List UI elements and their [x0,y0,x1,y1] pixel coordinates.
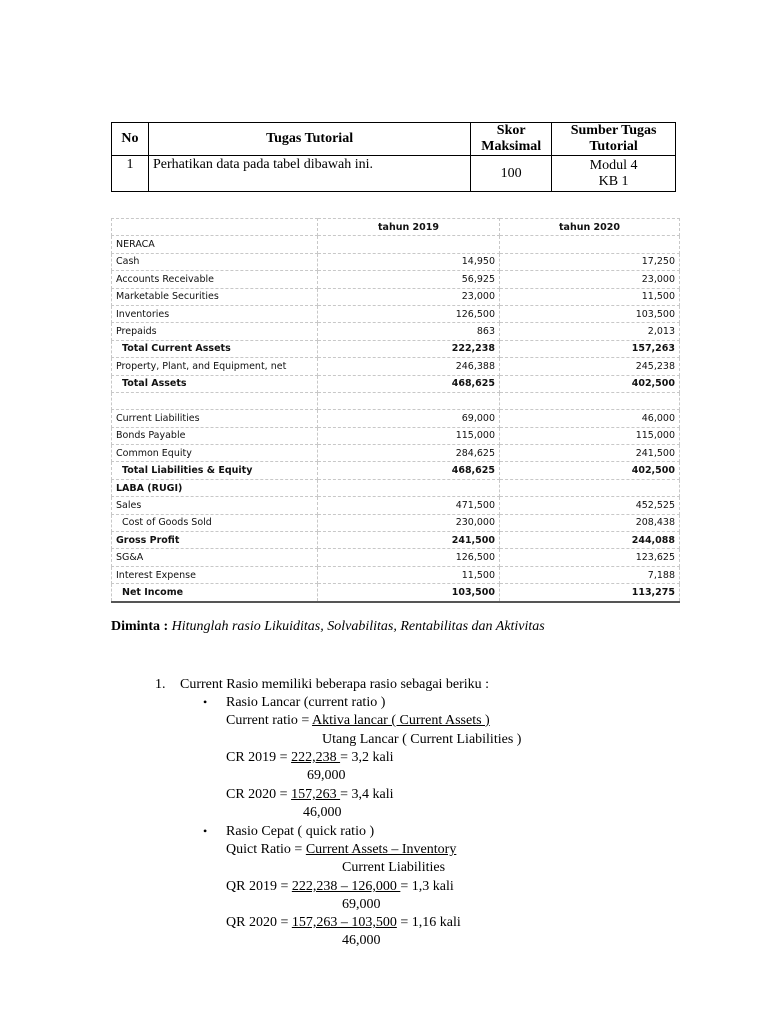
diminta-label: Diminta : [111,619,169,634]
row-tugas: Perhatikan data pada tabel dibawah ini. [148,156,470,192]
row-label: Prepaids [112,323,318,340]
lancar-formula [226,712,490,729]
row-label: Cash [112,253,318,270]
row-value-2019: 11,500 [318,566,500,583]
row-label [112,392,318,409]
table-row [112,584,680,602]
bullet-icon: • [203,824,208,838]
lancar-formula-numerator: Aktiva lancar ( Current Assets ) [312,713,490,728]
table-row [112,462,680,479]
row-value-2019: 69,000 [318,410,500,427]
row-value-2020: 157,263 [500,340,680,357]
row-value-2020: 23,000 [500,271,680,288]
lancar-formula-denominator: Utang Lancar ( Current Liabilities ) [322,732,522,747]
row-value-2019: 230,000 [318,514,500,531]
row-label: Current Liabilities [112,410,318,427]
row-value-2020: 452,525 [500,497,680,514]
header-tugas: Tugas Tutorial [148,123,470,156]
qr2019-result: = 1,3 kali [400,879,454,894]
table-row [112,566,680,583]
row-label: Total Assets [112,375,318,392]
task-table-row [112,156,676,192]
row-label: Cost of Goods Sold [112,514,318,531]
row-value-2020 [500,236,680,253]
row-label: NERACA [112,236,318,253]
row-label: Bonds Payable [112,427,318,444]
row-value-2020: 2,013 [500,323,680,340]
cepat-title: Rasio Cepat ( quick ratio ) [226,824,375,839]
row-value-2020 [500,392,680,409]
header-2019: tahun 2019 [318,219,500,236]
cr2020-prefix: CR 2020 = [226,787,292,802]
diminta-text: Hitunglah rasio Likuiditas, Solvabilitas, Rentabilitas dan Aktivitas [171,619,545,634]
row-value-2019: 241,500 [318,532,500,549]
row-value-2020: 103,500 [500,305,680,322]
table-row [112,271,680,288]
table-row [112,392,680,409]
row-value-2020: 402,500 [500,375,680,392]
qr2019-prefix: QR 2019 = [226,879,292,894]
table-row [112,497,680,514]
row-label: SG&A [112,549,318,566]
cr2020-numerator: 157,263 [291,787,341,802]
row-skor: 100 [471,156,552,192]
diminta-line [111,619,545,635]
row-value-2020: 7,188 [500,566,680,583]
cr2019-denominator: 69,000 [307,768,346,783]
row-value-2019: 468,625 [318,375,500,392]
cepat-formula-prefix: Quict Ratio = [226,842,306,857]
row-value-2020: 402,500 [500,462,680,479]
financial-table-header [112,219,680,236]
cr2019-numerator: 222,238 [291,750,341,765]
qr2020-result: = 1,16 kali [396,915,461,930]
item-number: 1. [155,677,166,692]
row-label: LABA (RUGI) [112,479,318,496]
qr2019-numerator: 222,238 – 126,000 [291,879,401,894]
row-label: Accounts Receivable [112,271,318,288]
table-row [112,549,680,566]
header-skor: Skor Maksimal [471,123,552,156]
row-value-2020: 11,500 [500,288,680,305]
header-no: No [112,123,149,156]
row-value-2019 [318,479,500,496]
row-label: Total Current Assets [112,340,318,357]
row-value-2019: 14,950 [318,253,500,270]
cr2019-line [226,749,393,766]
qr2020-line [226,914,461,931]
table-row [112,479,680,496]
table-row [112,514,680,531]
cepat-formula-numerator: Current Assets – Inventory [305,842,457,857]
cr2020-line [226,786,393,803]
cepat-formula [226,841,456,858]
table-row [112,532,680,549]
qr2019-line [226,878,454,895]
row-value-2019 [318,392,500,409]
task-table [111,122,676,192]
row-label: Interest Expense [112,566,318,583]
qr2020-prefix: QR 2020 = [226,915,292,930]
row-label: Total Liabilities & Equity [112,462,318,479]
qr2020-denominator: 46,000 [342,933,381,948]
cr2020-denominator: 46,000 [303,805,342,820]
row-label: Net Income [112,584,318,602]
row-value-2019: 126,500 [318,549,500,566]
row-value-2020: 17,250 [500,253,680,270]
table-row [112,358,680,375]
table-row [112,305,680,322]
row-value-2019: 246,388 [318,358,500,375]
row-value-2020: 46,000 [500,410,680,427]
row-value-2020: 115,000 [500,427,680,444]
row-value-2020: 123,625 [500,549,680,566]
cr2020-result: = 3,4 kali [340,787,394,802]
row-value-2019: 284,625 [318,445,500,462]
row-value-2020: 208,438 [500,514,680,531]
table-row [112,288,680,305]
item-text: Current Rasio memiliki beberapa rasio sebagai beriku : [180,677,490,692]
row-label: Marketable Securities [112,288,318,305]
cepat-formula-denominator: Current Liabilities [342,860,446,875]
row-sumber-line1: Modul 4 [589,157,638,173]
row-value-2019 [318,236,500,253]
task-table-header [112,123,676,156]
table-row [112,253,680,270]
row-value-2019: 126,500 [318,305,500,322]
row-value-2020: 245,238 [500,358,680,375]
header-label [112,219,318,236]
table-row [112,427,680,444]
row-label: Inventories [112,305,318,322]
cr2019-prefix: CR 2019 = [226,750,292,765]
header-2020: tahun 2020 [500,219,680,236]
row-value-2019: 468,625 [318,462,500,479]
header-sumber: Sumber Tugas Tutorial [552,123,676,156]
bullet-icon: • [203,695,208,709]
row-value-2019: 103,500 [318,584,500,602]
table-row [112,375,680,392]
row-label: Gross Profit [112,532,318,549]
table-row [112,445,680,462]
table-row [112,236,680,253]
qr2019-denominator: 69,000 [342,897,381,912]
row-value-2020: 113,275 [500,584,680,602]
lancar-formula-prefix: Current ratio = [226,713,313,728]
qr2020-numerator: 157,263 – 103,500 [291,915,397,930]
table-row [112,323,680,340]
financial-table [111,218,680,603]
row-sumber-line2: KB 1 [598,173,629,189]
lancar-title: Rasio Lancar (current ratio ) [226,695,386,710]
table-row [112,410,680,427]
row-value-2019: 222,238 [318,340,500,357]
row-label: Common Equity [112,445,318,462]
table-row [112,340,680,357]
row-value-2019: 115,000 [318,427,500,444]
row-value-2020 [500,479,680,496]
cr2019-result: = 3,2 kali [340,750,394,765]
row-value-2019: 23,000 [318,288,500,305]
row-sumber [552,156,676,192]
row-value-2020: 244,088 [500,532,680,549]
row-label: Sales [112,497,318,514]
row-value-2019: 56,925 [318,271,500,288]
row-no: 1 [112,156,149,192]
row-value-2019: 471,500 [318,497,500,514]
row-value-2020: 241,500 [500,445,680,462]
row-value-2019: 863 [318,323,500,340]
row-label: Property, Plant, and Equipment, net [112,358,318,375]
